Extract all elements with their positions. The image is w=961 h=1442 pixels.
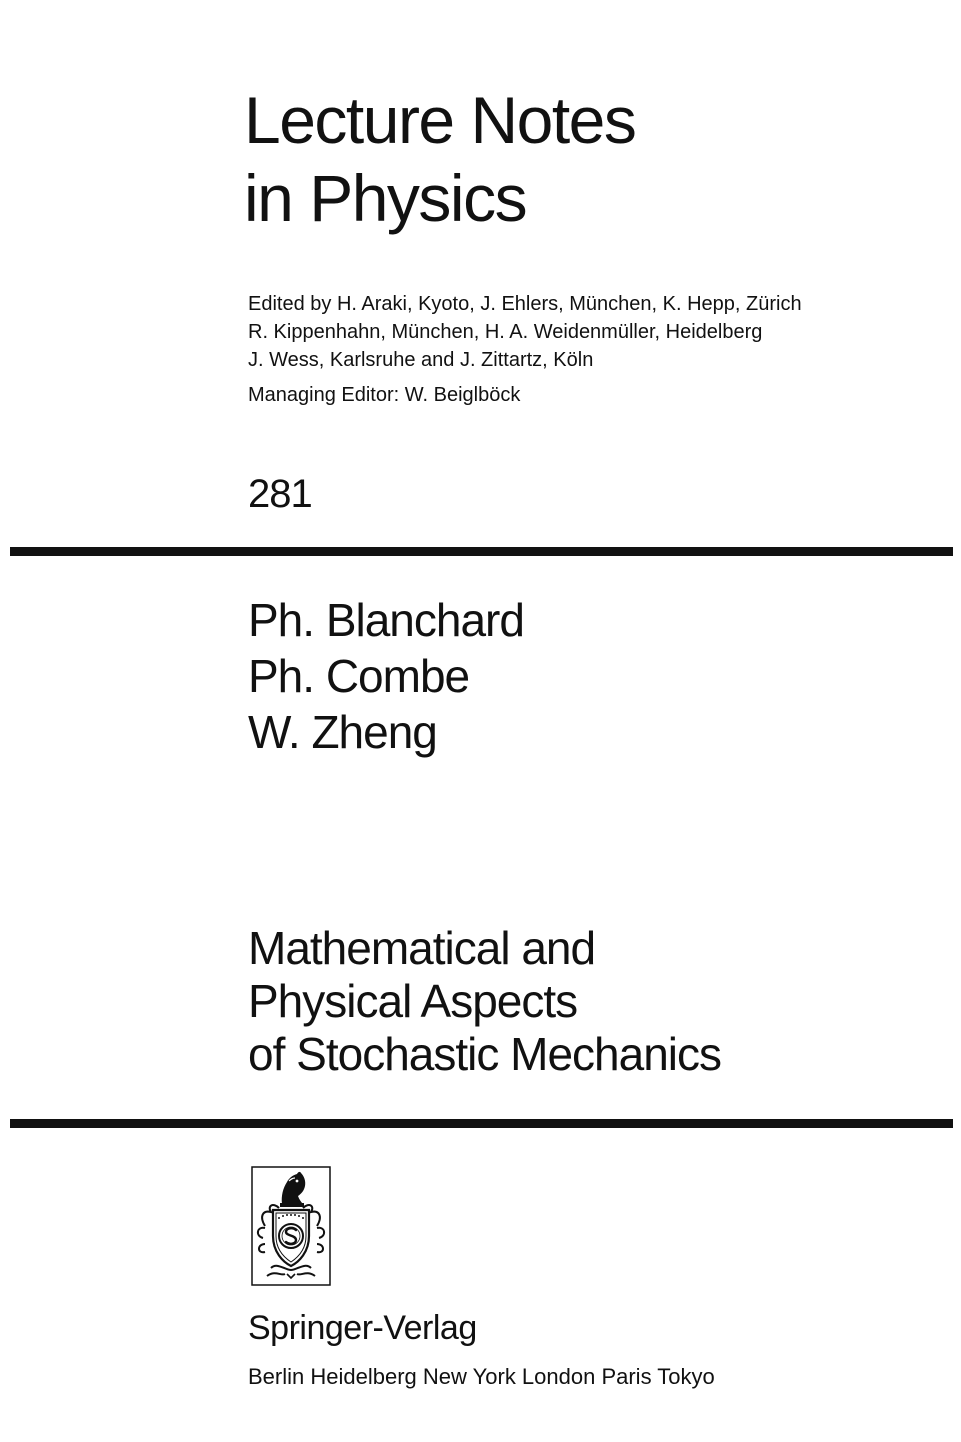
series-title-line-2: in Physics	[244, 160, 527, 235]
author-1: Ph. Blanchard	[248, 594, 524, 646]
book-title	[248, 922, 721, 1081]
author-3: W. Zheng	[248, 706, 437, 758]
series-title	[244, 82, 635, 238]
series-title-line-1: Lecture Notes	[244, 83, 636, 157]
book-title-line-3: of Stochastic Mechanics	[248, 1028, 722, 1080]
volume-number: 281	[248, 472, 312, 516]
managing-editor: Managing Editor: W. Beiglböck	[248, 384, 521, 406]
editors-block	[248, 290, 802, 374]
bottom-divider-rule	[10, 1119, 953, 1128]
publisher-name: Springer-Verlag	[248, 1309, 477, 1347]
authors-block	[248, 592, 524, 760]
springer-chess-knight-logo-icon	[251, 1166, 331, 1286]
publisher-cities: Berlin Heidelberg New York London Paris Tokyo	[248, 1364, 715, 1389]
editors-line-3: J. Wess, Karlsruhe and J. Zittartz, Köln	[248, 349, 594, 371]
author-2: Ph. Combe	[248, 650, 470, 702]
editors-line-2: R. Kippenhahn, München, H. A. Weidenmüller, Heidelberg	[248, 321, 763, 343]
book-title-line-2: Physical Aspects	[248, 975, 578, 1027]
editors-line-1: Edited by H. Araki, Kyoto, J. Ehlers, München, K. Hepp, Zürich	[248, 293, 802, 315]
top-divider-rule	[10, 547, 953, 556]
book-title-line-1: Mathematical and	[248, 922, 596, 974]
